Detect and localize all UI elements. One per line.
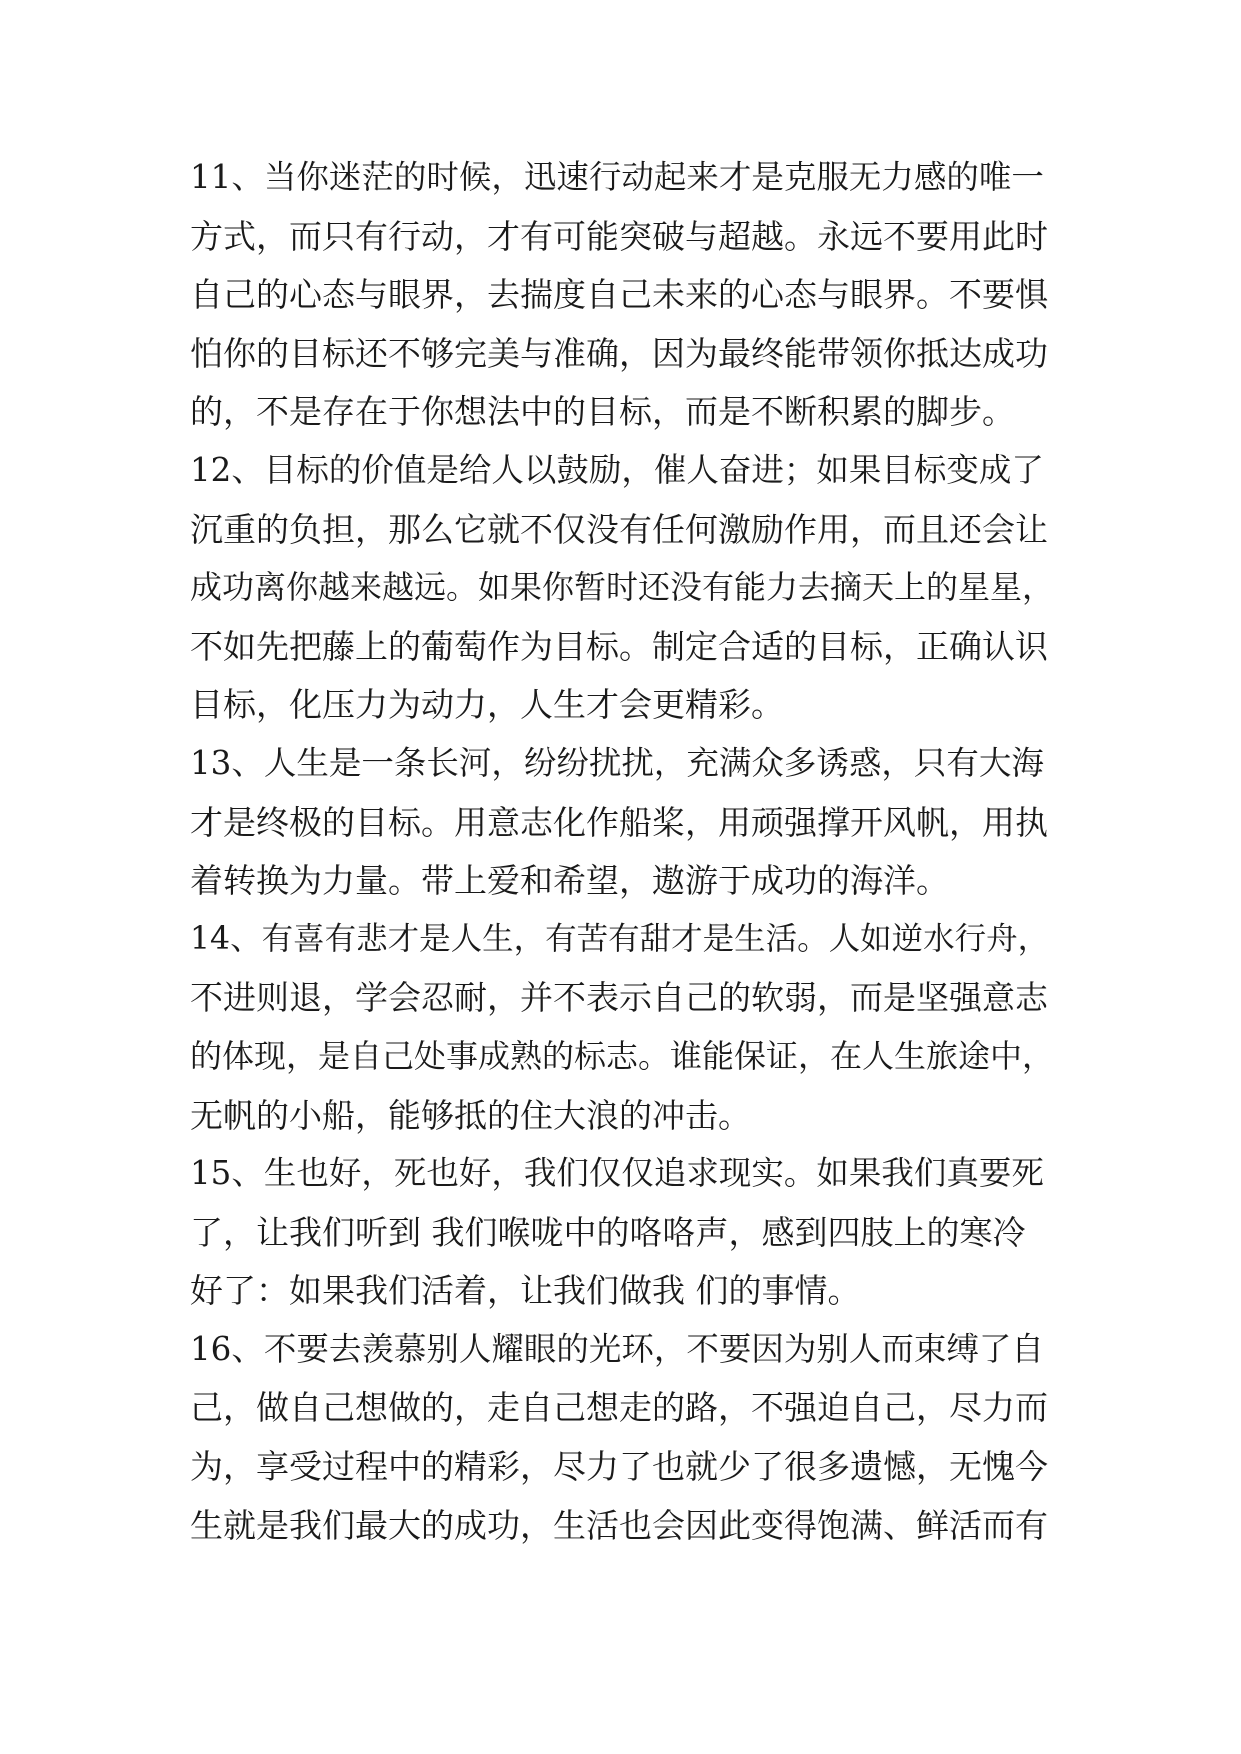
text-line: 了，让我们听到 我们喉咙中的咯咯声，感到四肢上的寒冷: [190, 1212, 1026, 1252]
text-line: 目标，化压力为动力，人生才会更精彩。: [190, 685, 784, 725]
text-line: 12、目标的价值是给人以鼓励，催人奋进；如果目标变成了: [190, 450, 1044, 489]
text-line: 成功离你越来越远。如果你暂时还没有能力去摘天上的星星，: [190, 568, 1055, 607]
text-line: 无帆的小船，能够抵的住大浪的冲击。: [190, 1095, 751, 1135]
text-line: 方式，而只有行动，才有可能突破与超越。永远不要用此时: [190, 216, 1048, 256]
document-body: [190, 158, 1055, 1564]
text-line: 生就是我们最大的成功，生活也会因此变得饱满、鲜活而有: [190, 1505, 1048, 1545]
text-line: 沉重的负担，那么它就不仅没有任何激励作用，而且还会让: [190, 509, 1048, 549]
text-line: 不进则退，学会忍耐，并不表示自己的软弱，而是坚强意志: [190, 978, 1048, 1018]
text-line: 15、生也好，死也好，我们仅仅追求现实。如果我们真要死: [190, 1154, 1044, 1193]
text-line: 自己的心态与眼界，去揣度自己未来的心态与眼界。不要惧: [190, 275, 1048, 315]
text-line: 怕你的目标还不够完美与准确，因为最终能带领你抵达成功: [190, 333, 1048, 373]
text-line: 着转换为力量。带上爱和希望，遨游于成功的海洋。: [190, 861, 949, 901]
text-line: 的，不是存在于你想法中的目标，而是不断积累的脚步。: [190, 392, 1015, 432]
text-line: 好了：如果我们活着，让我们做我 们的事情。: [190, 1271, 861, 1311]
text-line: 的体现，是自己处事成熟的标志。谁能保证，在人生旅途中，: [190, 1036, 1055, 1075]
text-line: 13、人生是一条长河，纷纷扰扰，充满众多诱惑，只有大海: [190, 743, 1044, 782]
text-line: 16、不要去羡慕别人耀眼的光环，不要因为别人而束缚了自: [190, 1329, 1044, 1368]
text-line: 己，做自己想做的，走自己想走的路，不强迫自己，尽力而: [190, 1388, 1048, 1428]
text-line: 为，享受过程中的精彩，尽力了也就少了很多遗憾，无愧今: [190, 1447, 1048, 1487]
text-line: 14、有喜有悲才是人生，有苦有甜才是生活。人如逆水行舟，: [190, 920, 1050, 957]
text-line: 11、当你迷茫的时候，迅速行动起来才是克服无力感的唯一: [190, 158, 1044, 196]
text-line: 才是终极的目标。用意志化作船桨，用顽强撑开风帆，用执: [190, 802, 1048, 842]
text-line: 不如先把藤上的葡萄作为目标。制定合适的目标，正确认识: [190, 626, 1048, 666]
